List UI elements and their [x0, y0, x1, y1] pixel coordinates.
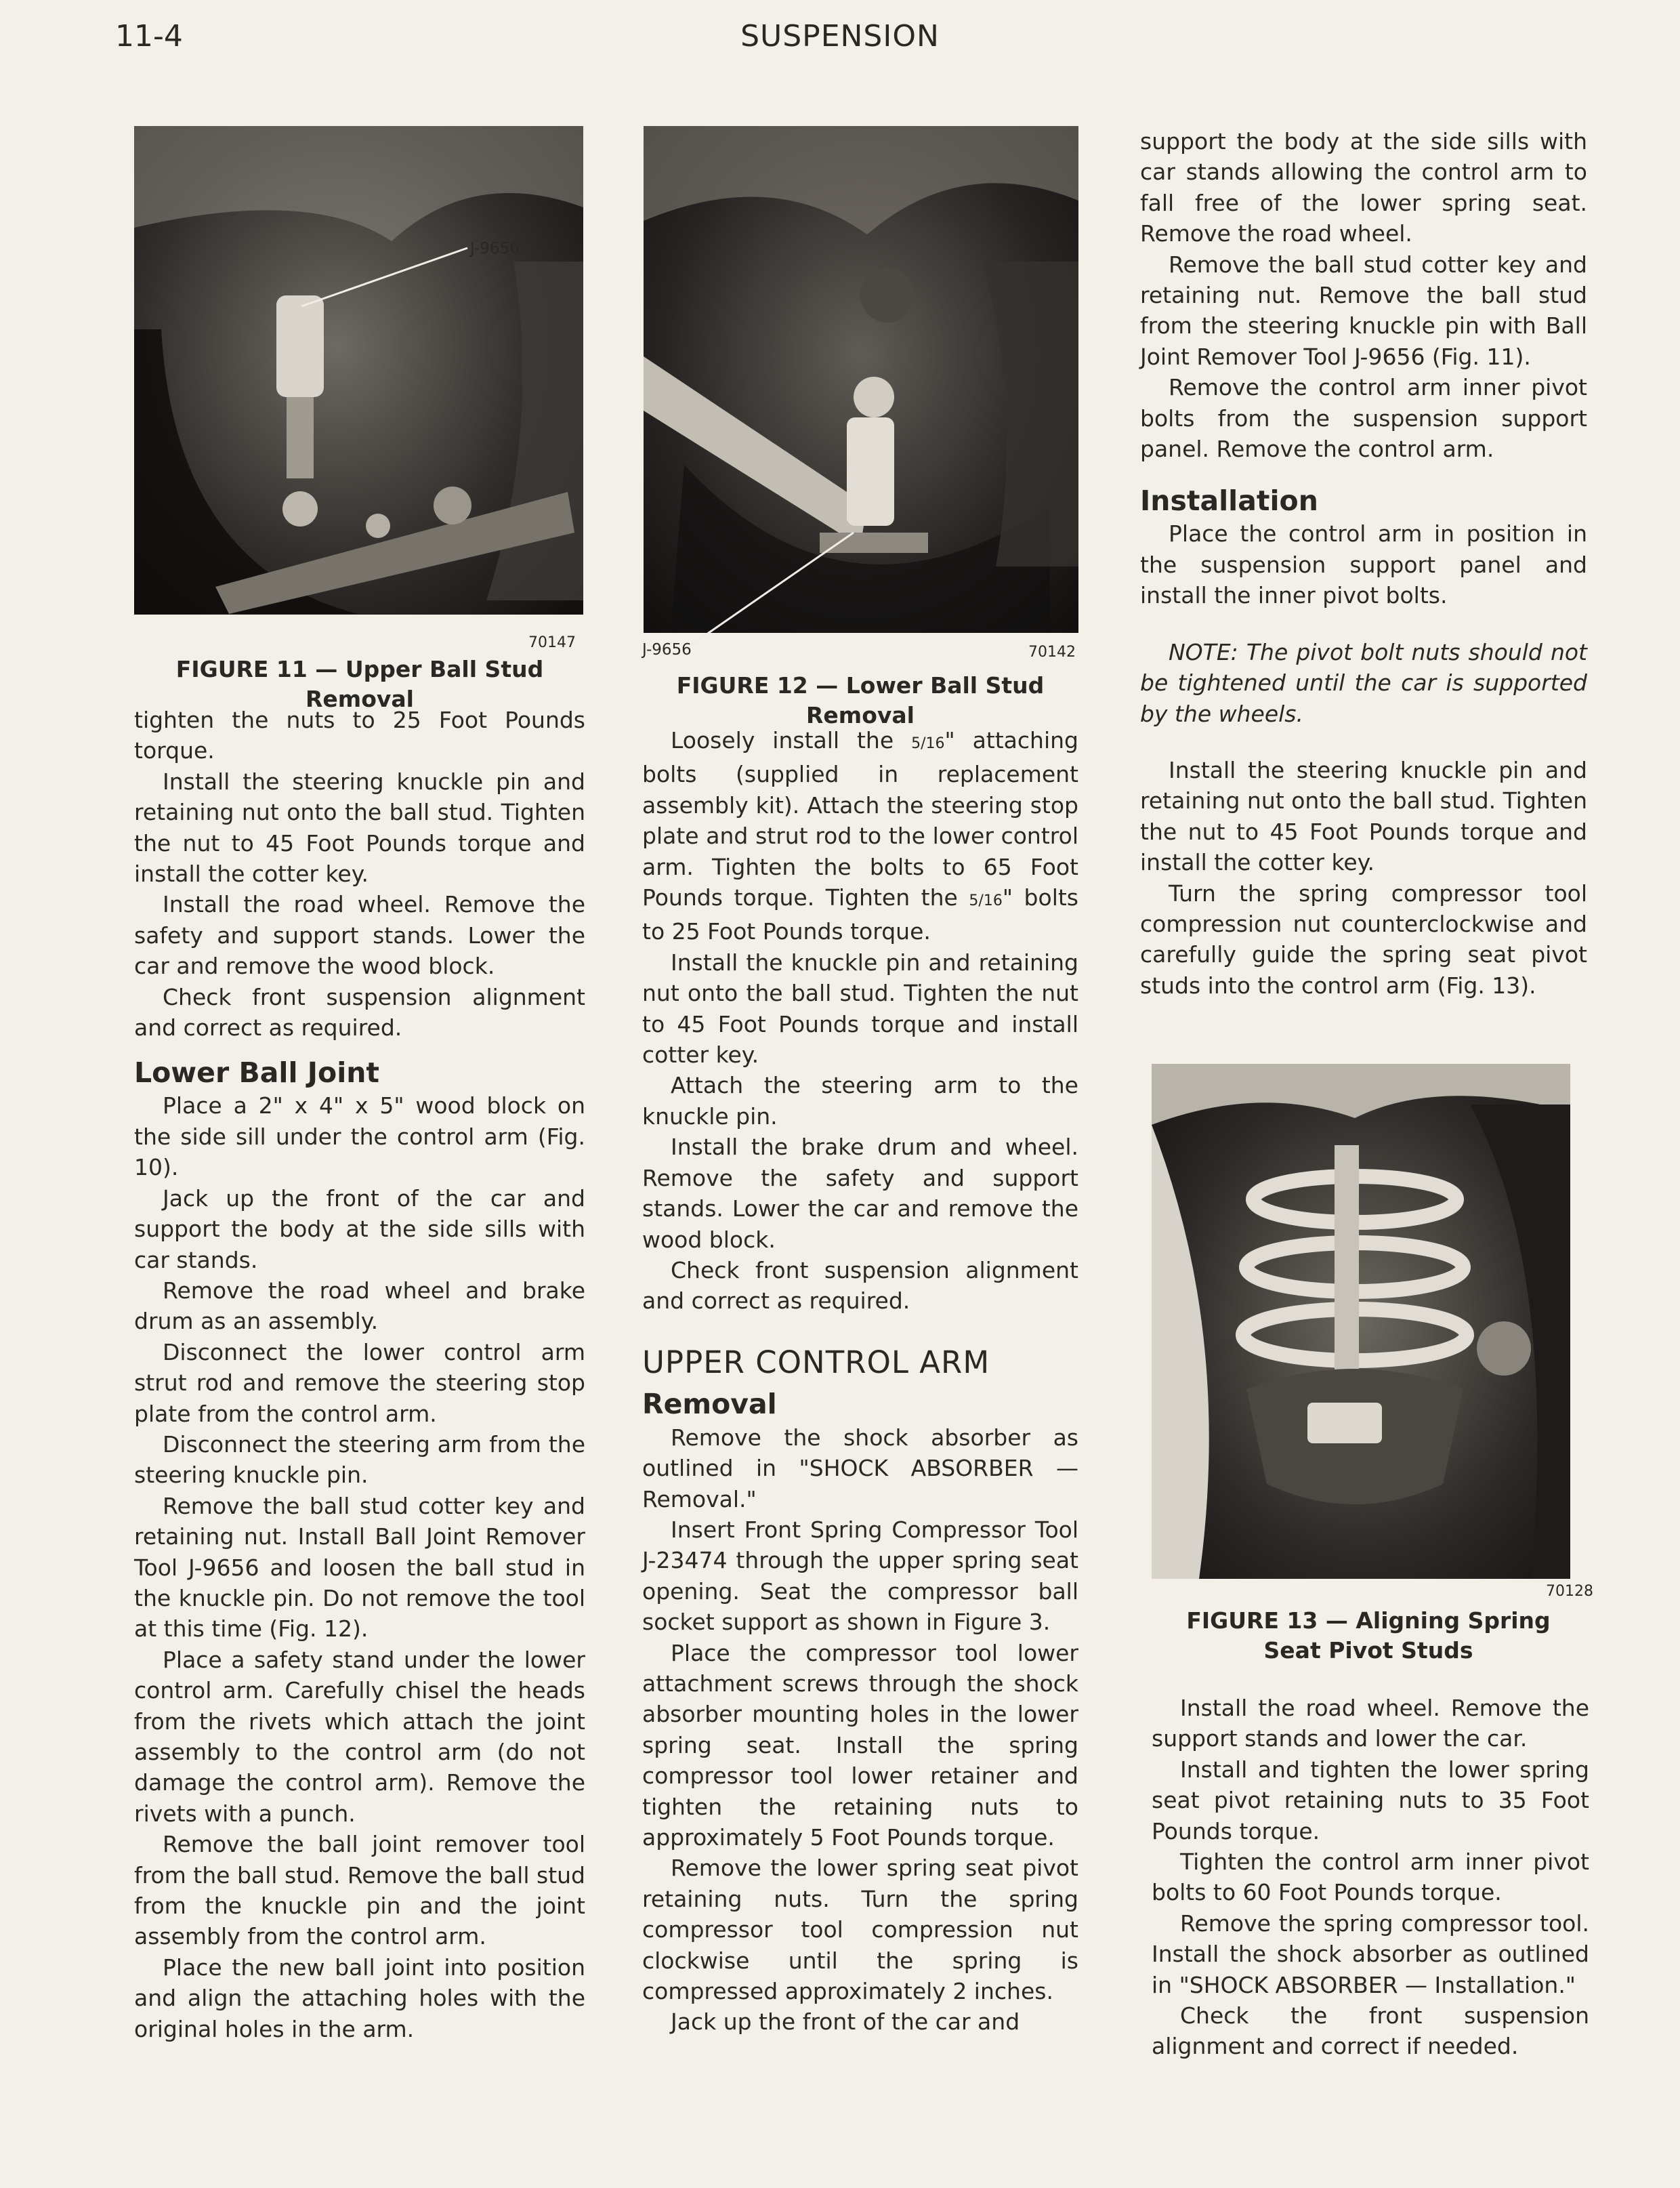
paragraph: Remove the ball stud cotter key and retaining nut. Remove the ball stud from the steering knuckle pin with Ball Joint Remover Tool J-9656 (Fig. 11).: [1140, 251, 1587, 370]
fraction-5-16: 5/16: [911, 735, 945, 752]
paragraph: Check the front suspension alignment and correct if needed.: [1152, 2002, 1589, 2060]
paragraph-text: Loosely install the: [671, 727, 912, 754]
paragraph: Place a 2" x 4" x 5" wood block on the side sill under the control arm (Fig. 10).: [134, 1092, 585, 1181]
paragraph: Install the steering knuckle pin and retaining nut onto the ball stud. Tighten the nut to 45 Foot Pounds torque and install the cotter key.: [1140, 756, 1587, 876]
paragraph: Install the steering knuckle pin and retaining nut onto the ball stud. Tighten the nut to 45 Foot Pounds torque and install the cotter key.: [134, 768, 585, 888]
figure-11-callout: J-9656: [470, 240, 520, 257]
figure-13-photo: [1152, 1064, 1570, 1579]
figure-11-leader-line: [298, 244, 474, 312]
paragraph: Remove the ball stud cotter key and retaining nut. Install Ball Joint Remover Tool J-9656 and loosen the ball stud in the knuckle pin. Do not remove the tool at this time (Fig. 12).: [134, 1492, 585, 1643]
paragraph: Remove the shock absorber as outlined in "SHOCK ABSORBER — Removal.": [642, 1424, 1078, 1512]
heading-removal: Removal: [642, 1387, 777, 1420]
column-3-text-bottom: [1152, 1693, 1589, 2062]
figure-12-callout: J-9656: [642, 641, 692, 659]
paragraph: Place the control arm in position in the suspension support panel and install the inner pivot bolts.: [1140, 520, 1587, 609]
figure-13-caption: FIGURE 13 — Aligning Spring Seat Pivot Studs: [1186, 1607, 1551, 1664]
running-title: SUSPENSION: [740, 19, 940, 54]
paragraph: Remove the road wheel and brake drum as an assembly.: [134, 1277, 585, 1335]
figure-13-number: 70128: [1546, 1583, 1593, 1600]
paragraph: Jack up the front of the car and support the body at the side sills with car stands.: [134, 1184, 585, 1273]
paragraph: Turn the spring compressor tool compression nut counterclockwise and carefully guide the spring seat pivot studs into the control arm (Fig. 13).: [1140, 880, 1587, 999]
paragraph: Install the road wheel. Remove the support stands and lower the car.: [1152, 1695, 1589, 1752]
page-number: 11-4: [115, 19, 183, 54]
heading-lower-ball-joint: Lower Ball Joint: [134, 1056, 380, 1090]
heading-upper-control-arm: UPPER CONTROL ARM: [642, 1344, 990, 1380]
paragraph: Jack up the front of the car and: [671, 2008, 1020, 2036]
figure-11-photo: [134, 126, 583, 615]
heading-installation: Installation: [1140, 484, 1318, 518]
paragraph: Attach the steering arm to the knuckle pin.: [642, 1072, 1078, 1130]
paragraph: Check front suspension alignment and correct as required.: [134, 983, 585, 1041]
paragraph: Tighten the control arm inner pivot bolts to 60 Foot Pounds torque.: [1152, 1849, 1589, 1906]
column-1-text: [134, 705, 585, 2044]
paragraph: Insert Front Spring Compressor Tool J-23474 through the upper spring seat opening. Seat the compressor ball socket support as shown in Figure 3.: [642, 1516, 1078, 1636]
figure-11-caption: FIGURE 11 — Upper Ball Stud Removal: [175, 656, 544, 712]
paragraph-text: " attaching bolts (supplied in replacement assembly kit). Attach the steering stop plate and strut rod to the lower control arm. Tighten the bolts to 65 Foot Pounds torque. Tighten the: [642, 727, 1078, 911]
paragraph: Remove the ball joint remover tool from the ball stud. Remove the ball stud from the knuckle pin and the joint assembly from the control arm.: [134, 1831, 585, 1950]
paragraph: Disconnect the lower control arm strut rod and remove the steering stop plate from the control arm.: [134, 1338, 585, 1427]
figure-11-number: 70147: [528, 634, 576, 651]
column-3-text-top: [1140, 126, 1587, 1001]
paragraph: Install the knuckle pin and retaining nut onto the ball stud. Tighten the nut to 45 Foot Pounds torque and install cotter key.: [642, 949, 1078, 1069]
note: NOTE: The pivot bolt nuts should not be tightened until the car is supported by the wheels.: [1140, 638, 1587, 727]
paragraph: Disconnect the steering arm from the steering knuckle pin.: [134, 1430, 585, 1489]
paragraph: Remove the spring compressor tool. Install the shock absorber as outlined in "SHOCK ABSORBER — Installation.": [1152, 1910, 1589, 1998]
paragraph: Install the brake drum and wheel. Remove the safety and support stands. Lower the car and remove the wood block.: [642, 1134, 1078, 1253]
paragraph: tighten the nuts to 25 Foot Pounds torque.: [134, 707, 585, 764]
figure-12-number: 70142: [1028, 644, 1076, 661]
column-2-text: [642, 725, 1078, 2038]
figure-12-caption: FIGURE 12 — Lower Ball Stud Removal: [676, 672, 1045, 728]
paragraph: Check front suspension alignment and correct as required.: [642, 1256, 1078, 1315]
paragraph: support the body at the side sills with car stands allowing the control arm to fall free of the lower spring seat. Remove the road wheel.: [1140, 128, 1587, 247]
fraction-5-16: 5/16: [969, 892, 1003, 910]
paragraph: Install and tighten the lower spring seat pivot retaining nuts to 35 Foot Pounds torque.: [1152, 1756, 1589, 1844]
paragraph: Place a safety stand under the lower control arm. Carefully chisel the heads from the rivets which attach the joint assembly to the control arm (do not damage the control arm). Remove the rivets with a punch.: [134, 1646, 585, 1827]
paragraph: Remove the control arm inner pivot bolts from the suspension support panel. Remove the control arm.: [1140, 374, 1587, 463]
figure-12-leader-line: [684, 529, 860, 651]
paragraph: Remove the lower spring seat pivot retaining nuts. Turn the spring compressor tool compression nut clockwise until the spring is compressed approximately 2 inches.: [642, 1855, 1078, 2005]
paragraph: Place the compressor tool lower attachment screws through the shock absorber mounting holes in the lower spring seat. Install the spring compressor tool lower retainer and tighten the retaining nuts to approximately 5 Foot Pounds torque.: [642, 1639, 1078, 1851]
paragraph: Install the road wheel. Remove the safety and support stands. Lower the car and remove the wood block.: [134, 891, 585, 980]
paragraph: [642, 725, 1078, 947]
paragraph-text: " bolts to 25 Foot Pounds torque.: [642, 884, 1078, 945]
paragraph: Place the new ball joint into position and align the attaching holes with the original holes in the arm.: [134, 1954, 585, 2042]
